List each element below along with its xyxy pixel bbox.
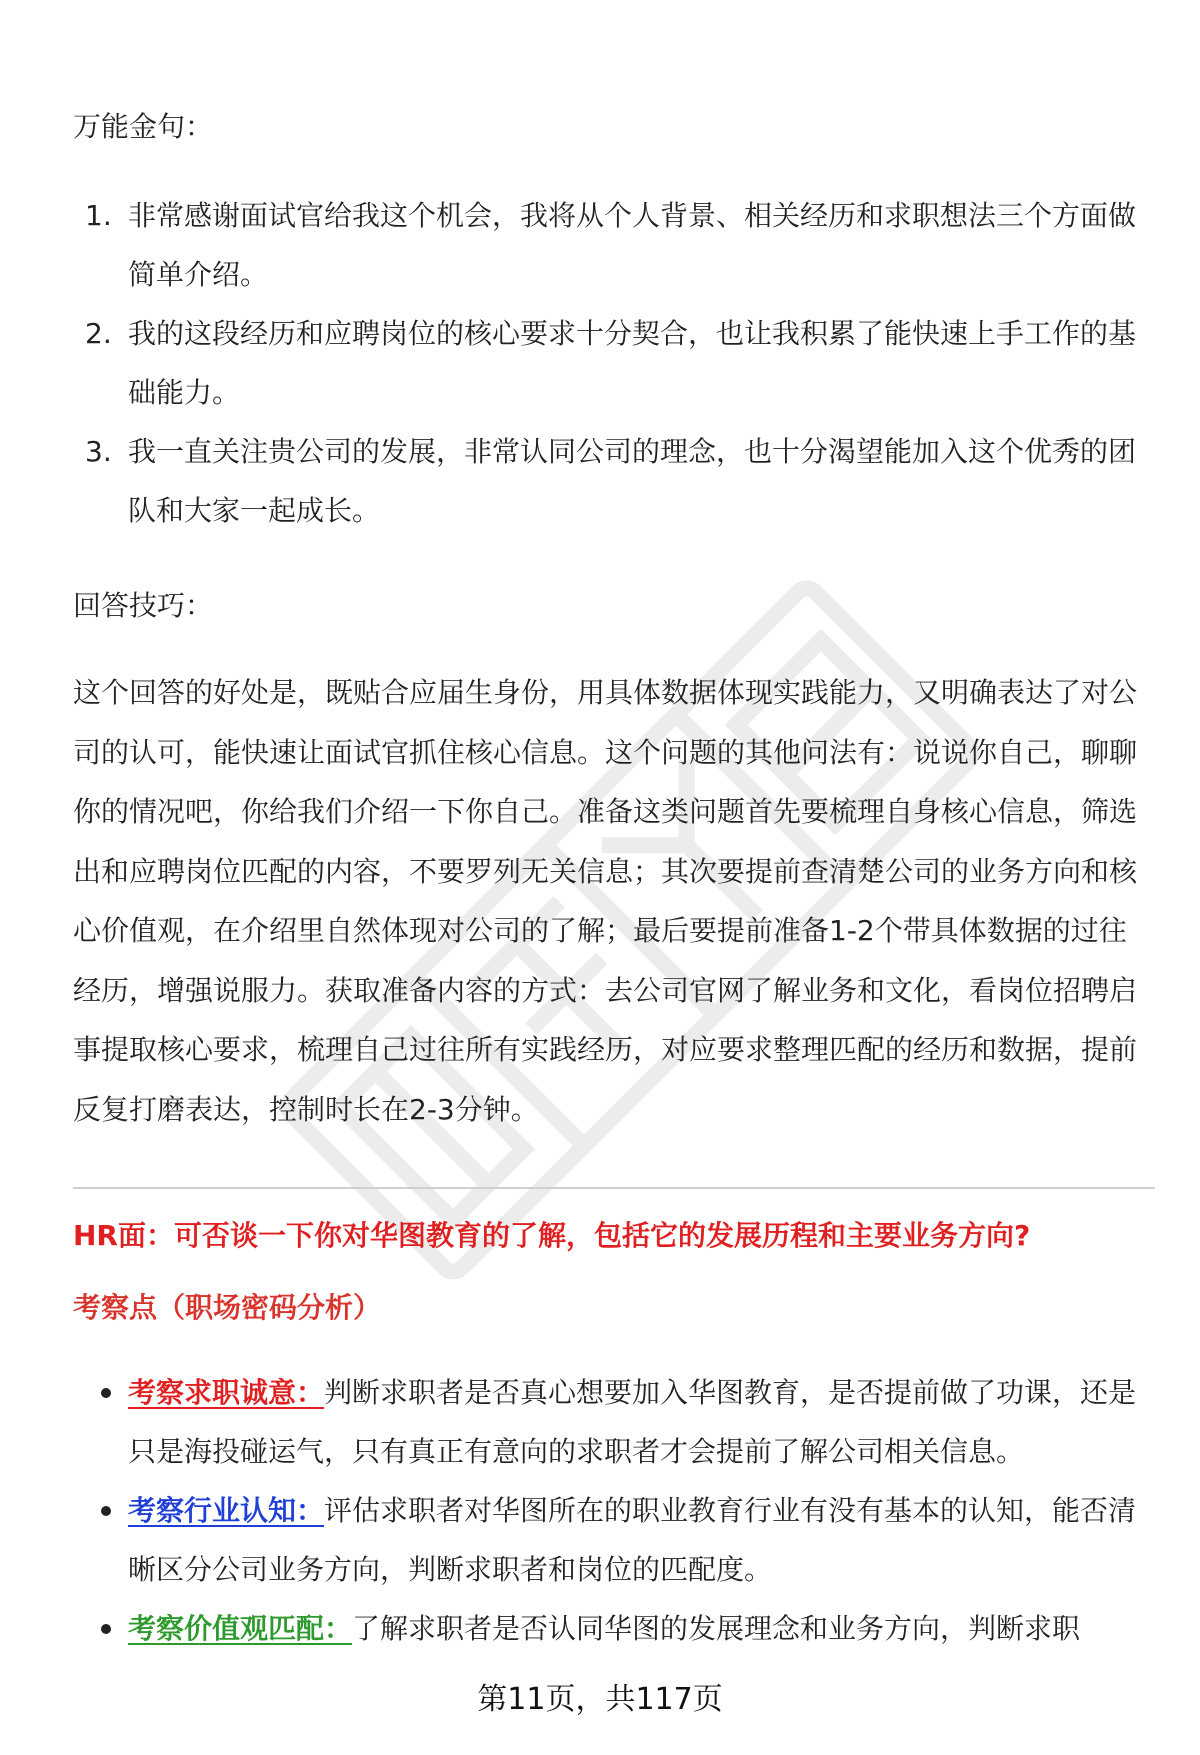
point-text: 判断求职者是否真心想要加入华图教育，是否提前做了功课，还是只是海投碰运气，只有真正有意向的求职者才会提前了解公司相关信息。 (128, 1376, 1137, 1468)
section-heading-answer-tips: 回答技巧： (73, 589, 214, 622)
list-number: 3. (85, 435, 112, 468)
point-text: 了解求职者是否认同华图的发展理念和业务方向，判断求职 (352, 1612, 1081, 1645)
list-number: 2. (85, 317, 112, 350)
list-item (73, 1481, 1143, 1599)
section-divider (73, 1187, 1155, 1189)
list-item (73, 1363, 1143, 1481)
bullet-icon (101, 1388, 111, 1398)
point-key-sincerity: 考察求职诚意： (128, 1376, 325, 1409)
list-item (73, 304, 1143, 422)
point-key-values: 考察价值观匹配： (128, 1612, 353, 1645)
page-number-footer: 第11页，共117页 (477, 1682, 723, 1717)
list-item-text: 我的这段经历和应聘岗位的核心要求十分契合，也让我积累了能快速上手工作的基础能力。 (128, 317, 1137, 409)
list-item-text: 非常感谢面试官给我这个机会，我将从个人背景、相关经历和求职想法三个方面做简单介绍。 (128, 199, 1137, 291)
answer-tips-paragraph: 这个回答的好处是，既贴合应届生身份，用具体数据体现实践能力，又明确表达了对公司的认可，能快速让面试官抓住核心信息。这个问题的其他问法有：说说你自己，聊聊你的情况吧，你给我们介绍一下你自己。准备这类问题首先要梳理自身核心信息，筛选出和应聘岗位匹配的内容，不要罗列无关信息；其次要提前查清楚公司的业务方向和核心价值观，在介绍里自然体现对公司的了解；最后要提前准备1-2个带具体数据的过往经历，增强说服力。获取准备内容的方式：去公司官网了解业务和文化，看岗位招聘启事提取核心要求，梳理自己过往所有实践经历，对应要求整理匹配的经历和数据，提前反复打磨表达，控制时长在2-3分钟。 (73, 676, 1138, 1126)
list-item-text: 我一直关注贵公司的发展，非常认同公司的理念，也十分渴望能加入这个优秀的团队和大家一起成长。 (128, 435, 1137, 527)
point-text: 评估求职者对华图所在的职业教育行业有没有基本的认知，能否清晰区分公司业务方向，判断求职者和岗位的匹配度。 (128, 1494, 1137, 1586)
assessment-points-list (73, 1363, 1143, 1658)
list-item (73, 422, 1143, 540)
list-item (73, 186, 1143, 304)
list-number: 1. (85, 199, 112, 232)
bullet-icon (101, 1506, 111, 1516)
golden-sentence-list (73, 186, 1143, 540)
question-subtitle: 考察点（职场密码分析） (73, 1291, 382, 1324)
list-item (73, 1599, 1143, 1658)
point-key-industry: 考察行业认知： (128, 1494, 325, 1527)
question-title: HR面：可否谈一下你对华图教育的了解，包括它的发展历程和主要业务方向? (73, 1219, 1031, 1252)
section-heading-golden-sentences: 万能金句： (73, 110, 214, 143)
bullet-icon (101, 1624, 111, 1634)
